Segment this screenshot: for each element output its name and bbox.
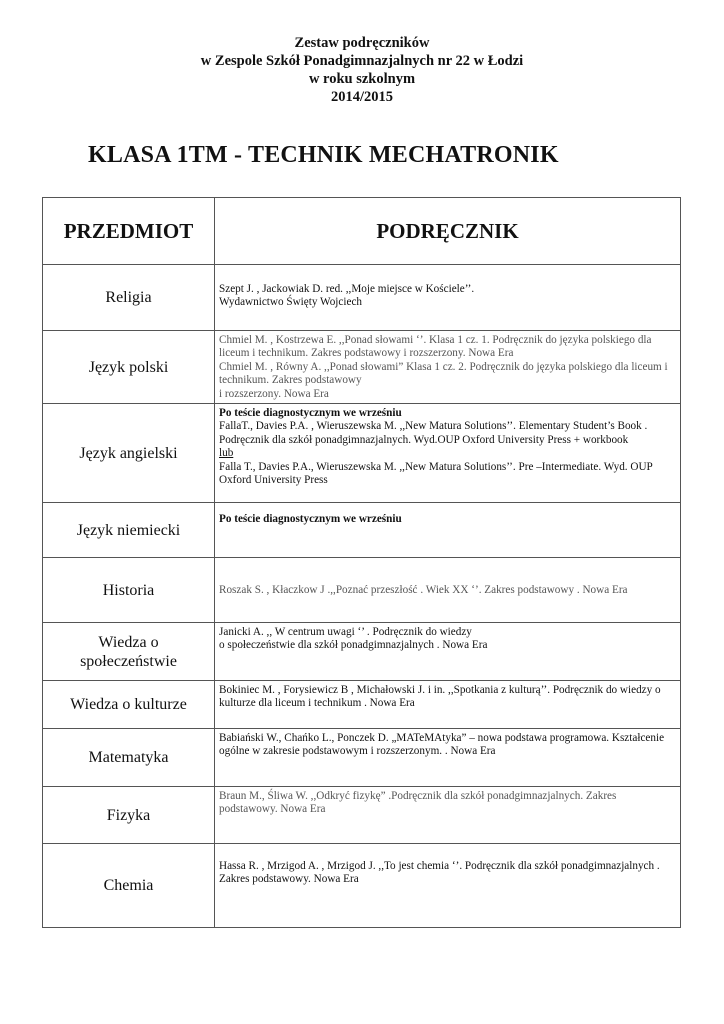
textbook-line: Bokiniec M. , Forysiewicz B , Michałowski J. i in. ,,Spotkania z kulturą’’. Podręcznik do wiedzy o kulturze dla liceum i technikum . Nowa Era <box>219 684 661 710</box>
table-header-row <box>43 198 681 265</box>
textbook-line: FallaT., Davies P.A. , Wieruszewska M. ,,New Matura Solutions’’. Elementary Student’s Book . Podręcznik dla szkół ponadgimnazjalnych. Wyd.OUP Oxford University Press + workbook <box>219 420 648 446</box>
subject-label-line: społeczeństwie <box>80 652 177 670</box>
table-row <box>43 681 681 729</box>
textbook-cell <box>215 844 681 928</box>
table-row <box>43 623 681 681</box>
textbook-cell <box>215 265 681 331</box>
table-row <box>43 844 681 928</box>
textbook-line: Babiański W., Chańko L., Ponczek D. „MATeMAtyka” – nowa podstawa programowa. Kształcenie ogólne w zakresie podstawowym i rozszerzonym. . Nowa Era <box>219 732 665 758</box>
textbook-cell <box>215 729 681 787</box>
subject-cell: Język polski <box>43 331 215 404</box>
subject-cell: Matematyka <box>43 729 215 787</box>
document-header <box>0 34 724 106</box>
subject-cell: Religia <box>43 265 215 331</box>
subject-cell: Historia <box>43 558 215 623</box>
table-row <box>43 558 681 623</box>
placement-test-note: Po teście diagnostycznym we wrześniu <box>219 513 402 526</box>
subject-cell: Chemia <box>43 844 215 928</box>
textbook-line: Roszak S. , Kłaczkow J .,,Poznać przeszłość . Wiek XX ‘’. Zakres podstawowy . Nowa Era <box>219 583 628 596</box>
textbook-line: Janicki A. ,, W centrum uwagi ‘’ . Podręcznik do wiedzy <box>219 626 472 639</box>
subject-cell: Fizyka <box>43 787 215 844</box>
textbook-cell <box>215 623 681 681</box>
textbook-line: Szept J. , Jackowiak D. red. ,,Moje miejsce w Kościele’’. <box>219 283 475 295</box>
textbook-line: Falla T., Davies P.A., Wieruszewska M. ,,New Matura Solutions’’. Pre –Intermediate. Wyd. OUP Oxford University Press <box>219 460 653 487</box>
placement-test-note: Po teście diagnostycznym we wrześniu <box>219 407 402 420</box>
subject-cell: Język niemiecki <box>43 503 215 558</box>
table-row <box>43 265 681 331</box>
textbook-cell <box>215 787 681 844</box>
column-header-subject: PRZEDMIOT <box>43 198 215 265</box>
subject-cell <box>43 623 215 681</box>
column-header-textbook: PODRĘCZNIK <box>215 198 681 265</box>
table-row <box>43 787 681 844</box>
textbook-line: Chmiel M. , Kostrzewa E. ,,Ponad słowami ‘’. Klasa 1 cz. 1. Podręcznik do języka polskiego dla liceum i technikum. Zakres podstawowy i rozszerzony. Nowa Era <box>219 334 652 360</box>
textbook-cell <box>215 404 681 503</box>
textbook-cell <box>215 503 681 558</box>
textbook-line: i rozszerzony. Nowa Era <box>219 387 329 400</box>
header-line-4: 2014/2015 <box>330 89 394 105</box>
alternative-separator: lub <box>219 447 234 460</box>
textbook-line: o społeczeństwie dla szkół ponadgimnazjalnych . Nowa Era <box>219 639 488 652</box>
textbook-line: Braun M., Śliwa W. ,,Odkryć fizykę” .Podręcznik dla szkół ponadgimnazjalnych. Zakres podstawowy. Nowa Era <box>219 790 617 816</box>
textbook-line: Chmiel M. , Równy A. ,,Ponad słowami” Klasa 1 cz. 2. Podręcznik do języka polskiego dla liceum i technikum. Zakres podstawowy <box>219 360 668 387</box>
table-row <box>43 404 681 503</box>
table-row <box>43 331 681 404</box>
textbook-table <box>42 197 681 928</box>
header-line-1: Zestaw podręczników <box>294 35 430 51</box>
textbook-cell <box>215 331 681 404</box>
textbook-line: Hassa R. , Mrzigod A. , Mrzigod J. ,,To jest chemia ‘’. Podręcznik dla szkół ponadgimnazjalnych . Zakres podstawowy. Nowa Era <box>219 860 660 886</box>
class-title: KLASA 1TM - TECHNIK MECHATRONIK <box>88 142 559 168</box>
subject-label-line: Wiedza o <box>98 633 159 651</box>
textbook-line: Wydawnictwo Święty Wojciech <box>219 296 362 309</box>
table-row <box>43 729 681 787</box>
header-line-2: w Zespole Szkół Ponadgimnazjalnych nr 22 w Łodzi <box>200 53 524 69</box>
textbook-cell <box>215 681 681 729</box>
subject-cell: Język angielski <box>43 404 215 503</box>
subject-cell: Wiedza o kulturze <box>43 681 215 729</box>
header-line-3: w roku szkolnym <box>308 71 416 87</box>
table-row <box>43 503 681 558</box>
textbook-cell <box>215 558 681 623</box>
